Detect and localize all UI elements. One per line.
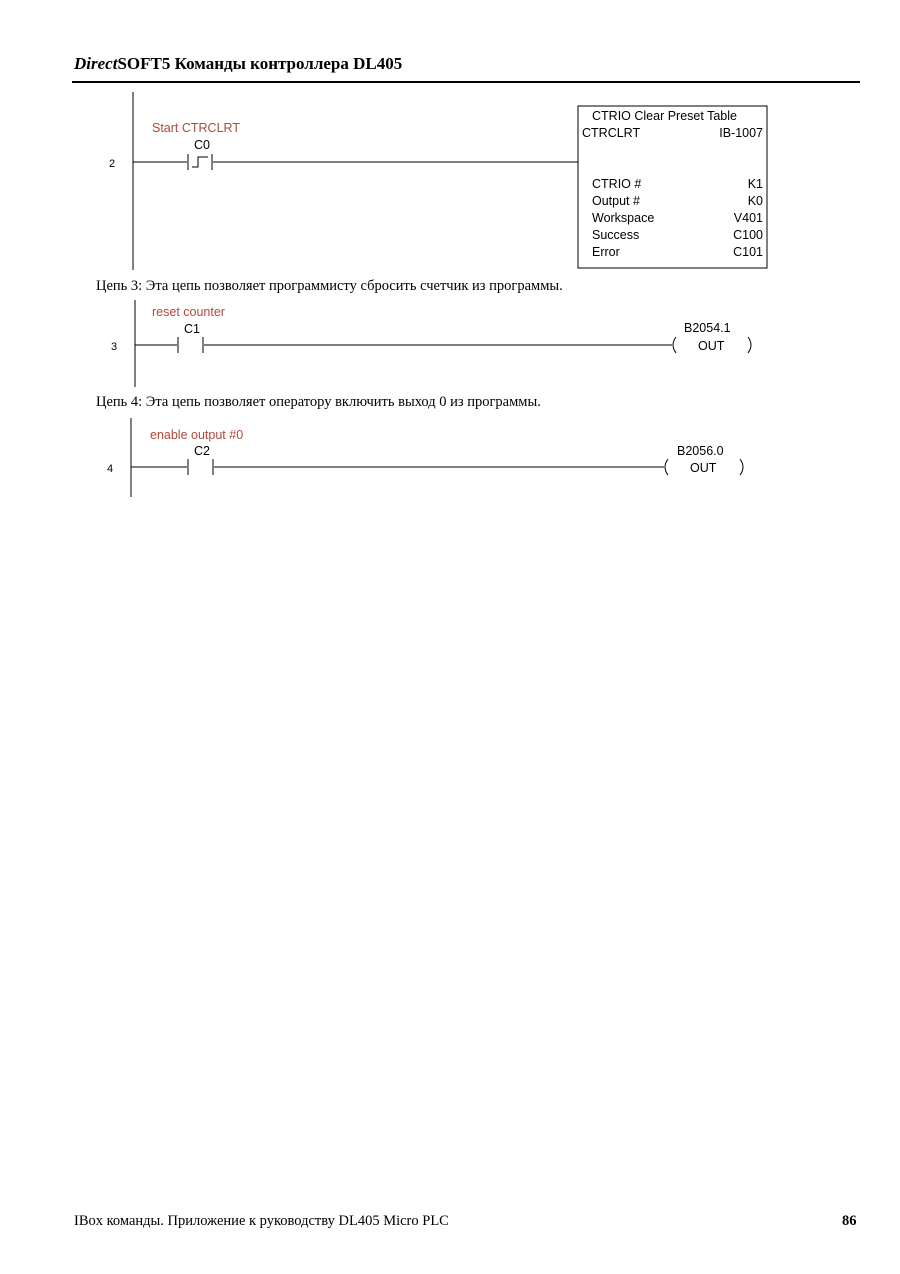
rung-3-caption: Цепь 3: Эта цепь позволяет программисту сбросить счетчик из программы. [96, 278, 563, 294]
ibox-param-label: CTRIO # [592, 177, 642, 191]
ibox-param-value: C101 [733, 245, 763, 259]
coil-left-paren [673, 337, 676, 353]
rung-3-coil-address: B2054.1 [684, 321, 731, 335]
ibox-param-label: Error [592, 245, 620, 259]
ibox-param-label: Workspace [592, 211, 655, 225]
rung-3-coil [673, 321, 751, 353]
ibox-title: CTRIO Clear Preset Table [592, 109, 737, 123]
rung-2-comment: Start CTRCLRT [152, 121, 240, 135]
rung-4-contact-address: C2 [194, 444, 210, 458]
rung-4 [107, 418, 743, 497]
header-title-italic: Direct [74, 54, 118, 73]
rung-4-comment: enable output #0 [150, 428, 244, 442]
rung-2-contact-address: C0 [194, 138, 210, 152]
rung-3-contact-address: C1 [184, 322, 200, 336]
ibox-param-value: K0 [747, 194, 763, 208]
footer-text: IBox команды. Приложение к руководству DL405 Micro PLC [74, 1213, 449, 1229]
coil-right-paren [748, 337, 751, 353]
page-number: 86 [842, 1213, 857, 1229]
rung-2-positive-edge-contact [188, 154, 212, 170]
ibox-param-label: Output # [592, 194, 640, 208]
rung-2-number: 2 [109, 158, 116, 170]
rung-4-coil [665, 444, 743, 475]
coil-left-paren [665, 459, 668, 475]
rung-4-number: 4 [107, 463, 114, 475]
ibox-param-label: Success [592, 228, 640, 242]
rung-3 [111, 300, 751, 387]
rung-3-comment: reset counter [152, 305, 225, 319]
ibox-param-value: V401 [733, 211, 763, 225]
rung-4-no-contact [188, 459, 213, 475]
rung-3-no-contact [178, 337, 203, 353]
header-title-rest: SOFT5 Команды контроллера DL405 [117, 54, 403, 73]
ibox-mnemonic: CTRCLRT [582, 126, 641, 140]
rung-3-number: 3 [111, 341, 118, 353]
rung-4-coil-address: B2056.0 [677, 444, 724, 458]
ibox-param-value: C100 [733, 228, 763, 242]
coil-right-paren [740, 459, 743, 475]
ibox-ib-number: IB-1007 [719, 126, 763, 140]
rung-4-caption: Цепь 4: Эта цепь позволяет оператору включить выход 0 из программы. [96, 394, 541, 410]
rung-4-coil-label: OUT [690, 461, 717, 475]
ctrclrt-ibox [578, 106, 767, 268]
ibox-param-value: K1 [747, 177, 763, 191]
rung-3-coil-label: OUT [698, 339, 725, 353]
rung-2 [109, 92, 767, 270]
